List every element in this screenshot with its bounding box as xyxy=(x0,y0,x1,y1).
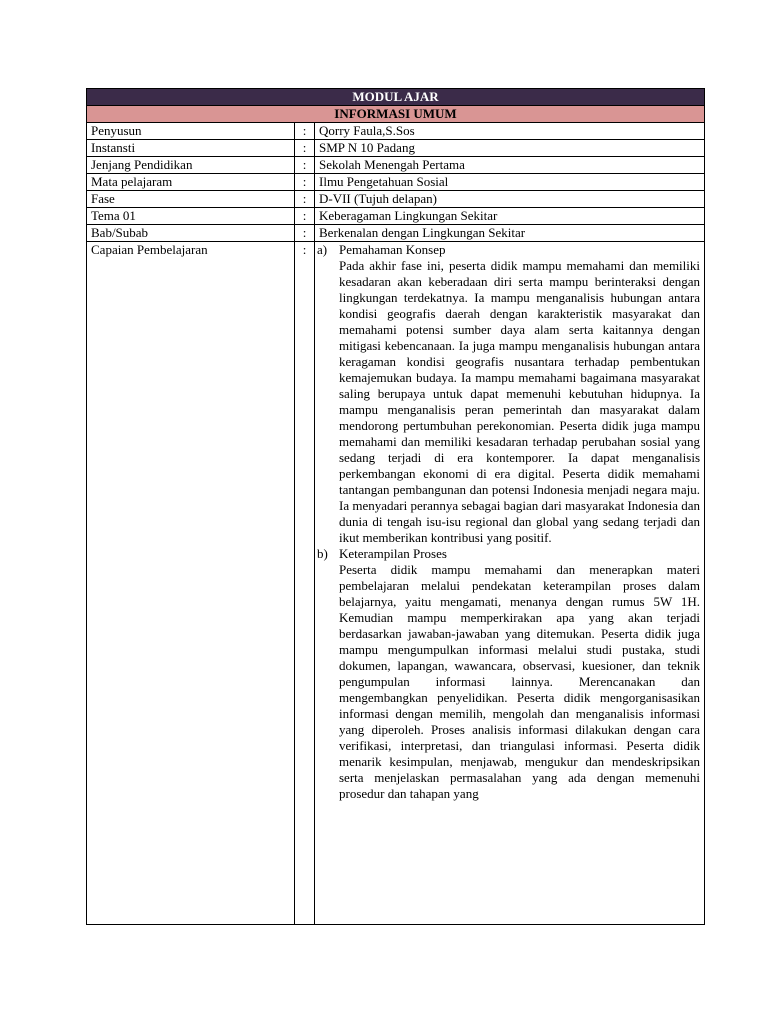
item-paragraph: Pada akhir fase ini, peserta didik mampu memahami dan memiliki kesadaran akan keberadaan diri serta mampu berinteraksi dengan lingkungan terdekatnya. Ia mampu menganalisis hubungan antara kondisi geografis daerah dengan karakteristik masyarakat dan memahami potensi sumber daya alam serta kaitannya dengan mitigasi kebencanaan. Ia juga mampu menganalisis hubungan antara keragaman kondisi geografis nusantara terhadap pembentukan kemajemukan budaya. Ia mampu memahami bagaimana masyarakat saling berupaya untuk dapat memenuhi kebutuhan hidupnya. Ia mampu menganalisis peran pemerintah dan masyarakat dalam mendorong pertumbuhan perekonomian. Peserta didik juga mampu memahami dan memiliki kesadaran terhadap perubahan sosial yang sedang terjadi di era kontemporer. Ia dapat menganalisis perkembangan ekonomi di era digital. Peserta didik memahami tantangan pembangunan dan potensi Indonesia menjadi negara maju. Ia menyadari perannya sebagai bagian dari masyarakat Indonesia dan dunia di tengah isu-isu regional dan global yang sedang terjadi dan ikut memberikan kontribusi yang positif. xyxy=(339,258,701,545)
info-colon: : xyxy=(295,174,315,191)
item-heading: Pemahaman Konsep xyxy=(339,242,446,257)
info-colon: : xyxy=(295,123,315,140)
info-label: Capaian Pembelajaran xyxy=(87,242,295,925)
info-row-tema xyxy=(87,208,705,225)
info-value: Qorry Faula,S.Sos xyxy=(315,123,705,140)
info-label: Instansti xyxy=(87,140,295,157)
item-heading: Keterampilan Proses xyxy=(339,546,447,561)
info-row-instansi xyxy=(87,140,705,157)
info-row-capaian xyxy=(87,242,705,925)
capaian-item-keterampilan-proses xyxy=(317,546,700,802)
info-value: D-VII (Tujuh delapan) xyxy=(315,191,705,208)
info-label: Jenjang Pendidikan xyxy=(87,157,295,174)
info-label: Bab/Subab xyxy=(87,225,295,242)
info-value: Ilmu Pengetahuan Sosial xyxy=(315,174,705,191)
item-paragraph: Peserta didik mampu memahami dan menerapkan materi pembelajaran melalui pendekatan keterampilan proses dalam belajarnya, yaitu mengamati, menanya dengan rumus 5W 1H. Kemudian mampu memperkirakan apa yang akan terjadi berdasarkan jawaban-jawaban yang ditemukan. Peserta didik juga mampu mengumpulkan informasi melalui studi pustaka, studi dokumen, lapangan, wawancara, observasi, kuesioner, dan teknik pengumpulan informasi lainnya. Merencanakan dan mengembangkan penyelidikan. Peserta didik mengorganisasikan informasi dengan memilih, mengolah dan menganalisis informasi yang diperoleh. Proses analisis informasi dilakukan dengan cara verifikasi, interpretasi, dan triangulasi informasi. Peserta didik menarik kesimpulan, menjawab, mengukur dan mendeskripsikan serta menjelaskan permasalahan yang ada dengan memenuhi prosedur dan tahapan yang xyxy=(339,562,701,801)
section-row xyxy=(87,106,705,123)
info-value: Keberagaman Lingkungan Sekitar xyxy=(315,208,705,225)
info-row-mata-pelajaran xyxy=(87,174,705,191)
info-colon: : xyxy=(295,157,315,174)
info-label: Fase xyxy=(87,191,295,208)
info-value: Sekolah Menengah Pertama xyxy=(315,157,705,174)
modul-ajar-table xyxy=(86,88,705,925)
info-value: SMP N 10 Padang xyxy=(315,140,705,157)
document-title: MODUL AJAR xyxy=(87,89,705,106)
capaian-item-pemahaman-konsep xyxy=(317,242,700,546)
info-colon: : xyxy=(295,140,315,157)
section-heading: INFORMASI UMUM xyxy=(87,106,705,123)
info-row-fase xyxy=(87,191,705,208)
capaian-clip xyxy=(317,242,700,924)
info-label: Penyusun xyxy=(87,123,295,140)
info-colon: : xyxy=(295,191,315,208)
info-row-bab-subab xyxy=(87,225,705,242)
info-colon: : xyxy=(295,208,315,225)
info-row-jenjang xyxy=(87,157,705,174)
info-label: Tema 01 xyxy=(87,208,295,225)
info-row-penyusun xyxy=(87,123,705,140)
info-colon: : xyxy=(295,225,315,242)
item-marker: b) xyxy=(317,546,328,561)
title-row xyxy=(87,89,705,106)
info-colon: : xyxy=(295,242,315,925)
info-value: Berkenalan dengan Lingkungan Sekitar xyxy=(315,225,705,242)
info-label: Mata pelajaram xyxy=(87,174,295,191)
item-marker: a) xyxy=(317,242,328,257)
capaian-content xyxy=(315,242,705,925)
